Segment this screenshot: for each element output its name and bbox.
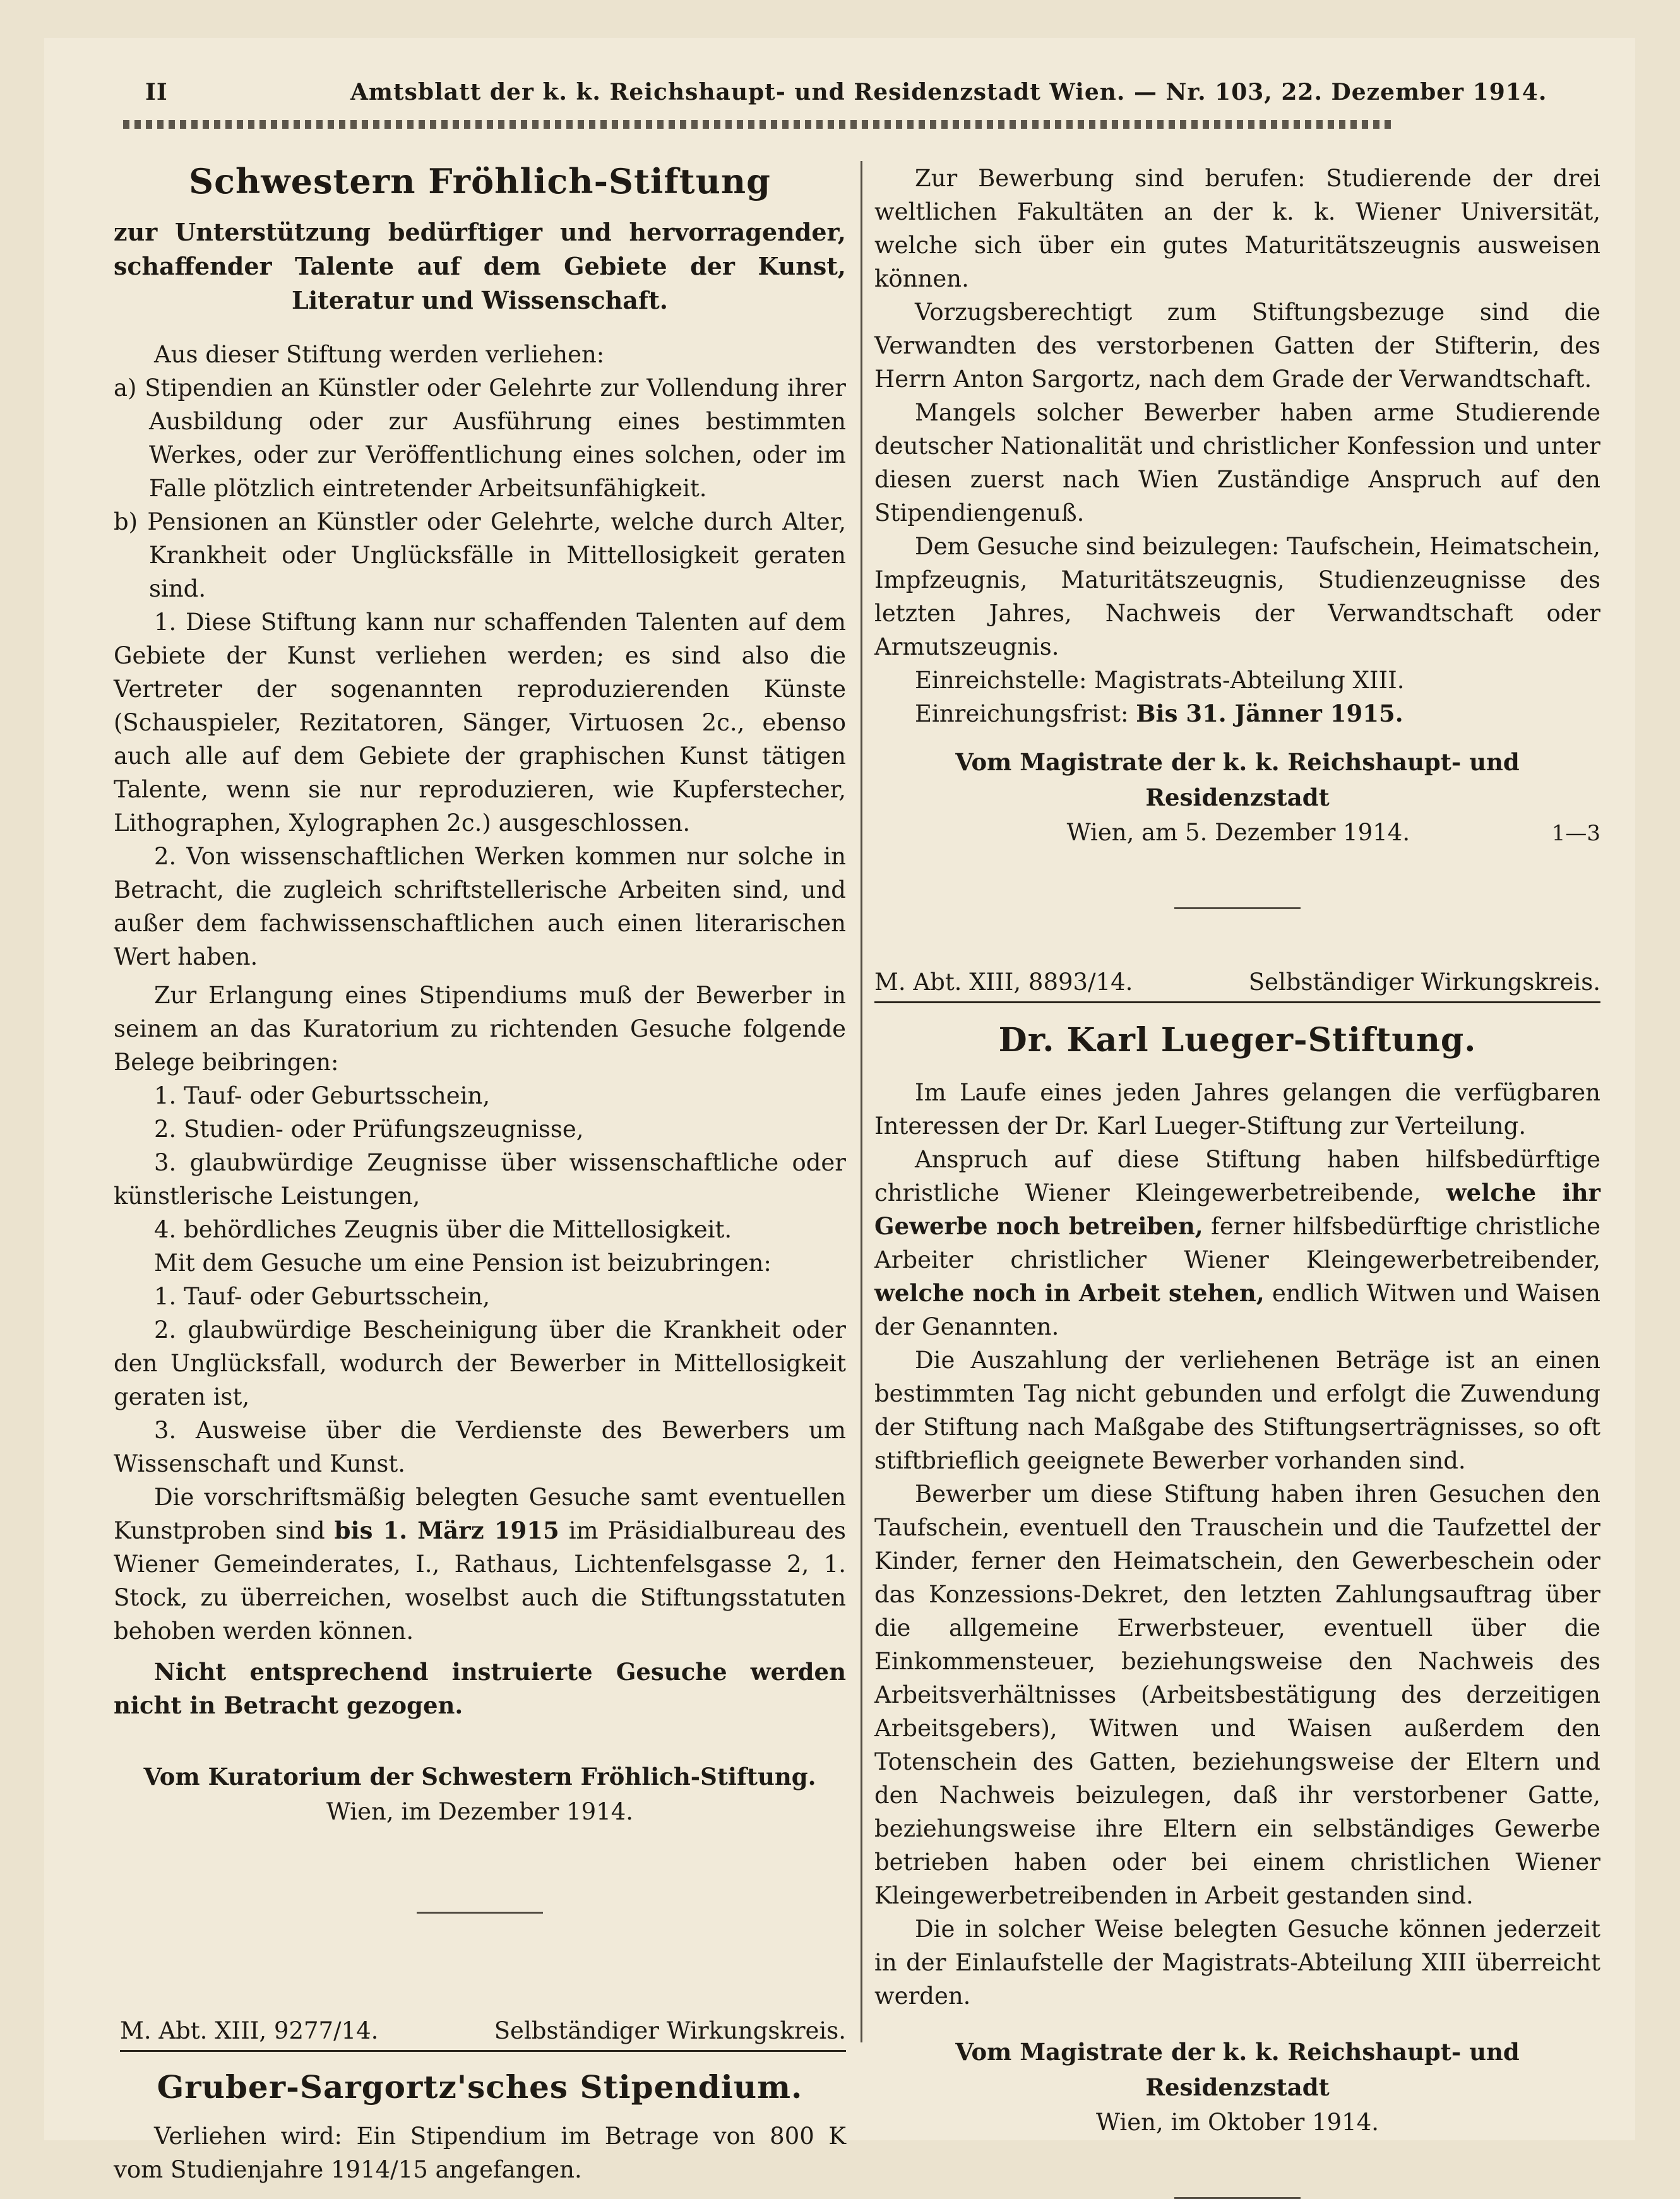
section-separator (417, 1912, 543, 1914)
froehlich-para-2: 2. Von wissenschaftlichen Werken kommen nur solche in Betracht, die zugleich schriftstellerische Arbeiten sind, und außer dem fachwissenschaftlichen auch einen literarischen Wert haben. (114, 843, 846, 970)
lueger-ref-scope: Selbständiger Wirkungskreis. (1248, 968, 1600, 996)
lueger-reference-line (874, 966, 1600, 1003)
pension-item: 1. Tauf- oder Geburtsschein, (154, 1283, 491, 1310)
lueger-para-4: Bewerber um diese Stiftung haben ihren Gesuchen den Taufschein, eventuell den Trauschein und die Taufzettel der Kinder, ferner den Heimatschein, den Gewerbeschein oder das Konzessions-Dekret, den letzten Zahlungsauftrag über die allgemeine Erwerbsteuer, eventuell über die Einkommensteuer, beziehungsweise den Nachweis des Arbeitsverhältnisses (Arbeitsbestätigung des derzeitigen Arbeitsgebers), Witwen und Waisen außerdem den Totenschein des Gatten, beziehungsweise der Eltern und den Nachweis beizulegen, daß ihr verstorbener Gatte, beziehungsweise ihre Eltern ein selbständiges Gewerbe betrieben haben oder bei einem christlichen Wiener Kleingewerbetreibenden in Arbeit gestanden sind. (874, 1481, 1600, 1909)
froehlich-intro: Aus dieser Stiftung werden verliehen: (154, 341, 605, 368)
lueger-place-date: Wien, im Oktober 1914. (1096, 2109, 1379, 2136)
lueger-para-2 (874, 1143, 1600, 1344)
gruber-text: Verliehen wird: Ein Stipendium im Betrage von 800 K vom Studienjahre 1914/15 angefangen. (114, 2123, 846, 2183)
beleg-item: 4. behördliches Zeugnis über die Mittellosigkeit. (154, 1216, 732, 1243)
section-separator (1174, 907, 1301, 909)
lueger-title: Dr. Karl Lueger-Stiftung. (998, 1021, 1477, 1059)
froehlich-item-b: b) Pensionen an Künstler oder Gelehrte, welche durch Alter, Krankheit oder Unglücksfälle in Mittellosigkeit geraten sind. (114, 508, 846, 602)
pension-intro: Mit dem Gesuche um eine Pension ist beizubringen: (154, 1249, 771, 1277)
gruber-eligibility: Zur Bewerbung sind berufen: Studierende der drei weltlichen Fakultäten an der k. k. Wiener Universität, welche sich über ein gutes Maturitätszeugnis ausweisen können. (874, 165, 1600, 292)
right-column (874, 152, 1600, 2199)
beleg-item: 1. Tauf- oder Geburtsschein, (154, 1082, 491, 1109)
gruber-signature: Vom Magistrate der k. k. Reichshaupt- und Residenzstadt (955, 748, 1520, 811)
gruber-ref-scope: Selbständiger Wirkungskreis. (494, 2017, 846, 2044)
left-column (114, 152, 846, 2186)
froehlich-para-4 (114, 1481, 846, 1648)
deadline-label: Einreichungsfrist: (915, 700, 1136, 727)
froehlich-place-date: Wien, im Dezember 1914. (326, 1798, 634, 1825)
lueger-para-2-bold-2: welche noch in Arbeit stehen, (874, 1279, 1265, 1307)
gruber-ref-number: M. Abt. XIII, 9277/14. (120, 2017, 379, 2044)
gruber-fallback: Mangels solcher Bewerber haben arme Studierende deutscher Nationalität und christlicher Konfession und unter diesen zuerst nach Wien Zuständige Anspruch auf den Stipendiengenuß. (874, 399, 1600, 527)
lueger-para-1: Im Laufe eines jeden Jahres gelangen die verfügbaren Interessen der Dr. Karl Lueger-Stiftung zur Verteilung. (874, 1079, 1600, 1140)
froehlich-subtitle: zur Unterstützung bedürftiger und hervorragender, schaffender Talente auf dem Gebiete der Kunst, Literatur und Wissenschaft. (114, 218, 846, 314)
deadline-text-b: im Präsidialbureau des Wiener Gemeinderates, I., Rathaus, Lichtenfelsgasse 2, 1. Stock, zu überreichen, woselbst auch die Stiftungsstatuten behoben werden können. (114, 1517, 846, 1645)
froehlich-signature: Vom Kuratorium der Schwestern Fröhlich-Stiftung. (143, 1763, 816, 1791)
froehlich-title: Schwestern Fröhlich-Stiftung (189, 161, 771, 201)
froehlich-warning: Nicht entsprechend instruierte Gesuche werden nicht in Betracht gezogen. (114, 1658, 846, 1719)
pension-item: 2. glaubwürdige Bescheinigung über die Krankheit oder den Unglücksfall, wodurch der Bewerber in Mittellosigkeit geraten ist, (114, 1316, 846, 1410)
lueger-para-2-b: ferner hilfsbedürftige christliche Arbeiter christlicher Wiener Kleingewerbetreibender, (874, 1213, 1600, 1273)
header-rule (123, 120, 1395, 129)
deadline-value: Bis 31. Jänner 1915. (1136, 700, 1403, 727)
gruber-place-date: Wien, am 5. Dezember 1914. (1066, 819, 1410, 846)
gruber-place-row (874, 815, 1600, 850)
gruber-preference: Vorzugsberechtigt zum Stiftungsbezuge sind die Verwandten des verstorbenen Gatten der Stifterin, des Herrn Anton Sargortz, nach dem Grade der Verwandtschaft. (874, 299, 1600, 393)
lueger-signature: Vom Magistrate der k. k. Reichshaupt- und Residenzstadt (955, 2038, 1520, 2101)
beleg-item: 2. Studien- oder Prüfungszeugnisse, (154, 1116, 584, 1143)
beleg-item: 3. glaubwürdige Zeugnisse über wissenschaftliche oder künstlerische Leistungen, (114, 1149, 846, 1210)
pension-item: 3. Ausweise über die Verdienste des Bewerbers um Wissenschaft und Kunst. (114, 1417, 846, 1477)
gruber-title: Gruber-Sargortz'sches Stipendium. (157, 2068, 803, 2106)
gruber-deadline (874, 697, 1600, 730)
lueger-para-2-bold-1: welche ihr Gewerbe noch betreiben, (874, 1179, 1601, 1240)
gruber-marker: 1—3 (1551, 821, 1600, 846)
gruber-reference-line (120, 2015, 846, 2052)
lueger-para-2-c: endlich Witwen und Waisen der Genannten. (874, 1280, 1600, 1340)
froehlich-para-1: 1. Diese Stiftung kann nur schaffenden Talenten auf dem Gebiete der Kunst verliehen werden; es sind also die Vertreter der sogenannten reproduzierenden Künste (Schauspieler, Rezitatoren, Sänger, Virtuosen 2c., ebenso auch alle auf dem Gebiete der graphischen Kunst tätigen Talente, wenn sie nur reproduzieren, wie Kupferstecher, Lithographen, Xylographen 2c.) ausgeschlossen. (114, 609, 846, 837)
froehlich-item-a: a) Stipendien an Künstler oder Gelehrte zur Vollendung ihrer Ausbildung oder zur Ausführung eines bestimmten Werkes, oder zur Veröffentlichung eines solchen, oder im Falle plötzlich eintretender Arbeitsunfähigkeit. (114, 374, 846, 502)
lueger-para-3: Die Auszahlung der verliehenen Beträge ist an einen bestimmten Tag nicht gebunden und erfolgt die Zuwendung der Stiftung nach Maßgabe des Stiftungserträgnisses, so oft stiftbrieflich geeignete Bewerber vorhanden sind. (874, 1347, 1600, 1474)
column-divider (861, 161, 862, 2042)
page-number: II (145, 79, 168, 105)
lueger-para-2-a: Anspruch auf diese Stiftung haben hilfsbedürftige christliche Wiener Kleingewerbetreibende, (874, 1146, 1600, 1207)
froehlich-para-3: Zur Erlangung eines Stipendiums muß der Bewerber in seinem an das Kuratorium zu richtenden Gesuche folgende Belege beibringen: (114, 982, 846, 1076)
gruber-submission-office: Einreichstelle: Magistrats-Abteilung XIII. (915, 667, 1405, 694)
deadline-date: bis 1. März 1915 (334, 1517, 559, 1544)
gruber-attachments: Dem Gesuche sind beizulegen: Taufschein, Heimatschein, Impfzeugnis, Maturitätszeugnis, Studienzeugnisse des letzten Jahres, Nachweis der Verwandtschaft oder Armutszeugnis. (874, 533, 1600, 660)
lueger-para-5: Die in solcher Weise belegten Gesuche können jederzeit in der Einlaufstelle der Magistrats-Abteilung XIII überreicht werden. (874, 1916, 1600, 2010)
lueger-ref-number: M. Abt. XIII, 8893/14. (874, 968, 1133, 996)
gazette-title: Amtsblatt der k. k. Reichshaupt- und Residenzstadt Wien. — Nr. 103, 22. Dezember 1914. (350, 79, 1547, 105)
deadline-text-a: Die vorschriftsmäßig belegten Gesuche samt eventuellen Kunstproben sind (114, 1484, 846, 1544)
